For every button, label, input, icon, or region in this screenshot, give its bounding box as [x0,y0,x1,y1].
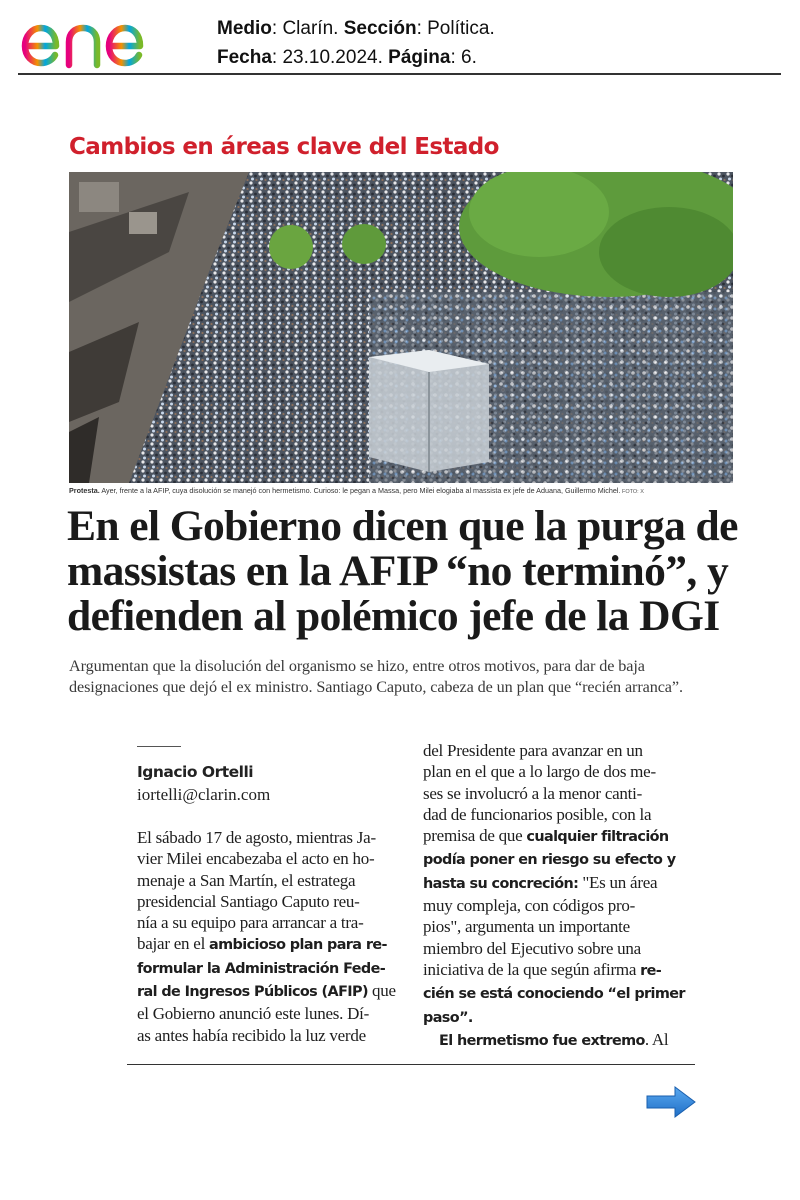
pagina-label: Página [388,47,451,68]
text-line [423,959,703,982]
highlight-text: podía poner en riesgo su efecto y [423,852,676,869]
section-title: Cambios en áreas clave del Estado [69,134,499,160]
text-run: que [367,981,396,1001]
text-line: pios", argumenta un importante [423,917,630,937]
author-name: Ignacio Ortelli [137,763,254,781]
deck-line: designaciones que dejó el ex ministro. Santiago Caputo, cabeza de un plan que “recién arranca”. [69,678,683,696]
highlight-text: paso”. [423,1009,473,1026]
text-line: nía a su equipo para arrancar a tra- [137,913,364,933]
text-run: iniciativa de la que según afirma [423,959,641,979]
protest-photo [69,172,733,483]
text-line: dad de funcionarios posible, con la [423,804,652,824]
text-line [423,825,703,848]
caption-label: Protesta. [69,486,100,495]
article-headline [67,504,747,639]
deck-line: Argumentan que la disolución del organismo se hizo, entre otros motivos, para dar de baja [69,657,645,675]
text-line [137,957,407,980]
highlight-text: cualquier filtración [526,829,669,846]
text-line [423,848,703,871]
text-run: premisa de que [423,826,527,846]
document-meta [217,14,495,72]
arrow-right-icon[interactable] [645,1085,697,1119]
text-line [137,980,407,1003]
highlight-text: El hermetismo fue extremo [439,1032,645,1049]
pagina-value: : 6. [450,47,477,68]
text-line: el Gobierno anunció este lunes. Dí- [137,1004,370,1024]
caption-text: Ayer, frente a la AFIP, cuya disolución se manejó con hermetismo. Curioso: le pegan a Massa, pero Milei elogiaba al massista ex jefe de Aduana, Guillermo Michel. [99,486,621,495]
highlight-text: ral de Ingresos Públicos (AFIP) [137,984,368,1001]
header-divider [18,73,781,75]
text-line: as antes había recibido la luz verde [137,1025,366,1045]
text-line [423,982,703,1005]
highlight-text: ambicioso plan para re- [209,937,387,954]
highlight-text: formular la Administración Fede- [137,960,386,977]
enel-logo [18,4,194,74]
text-line [423,872,703,895]
text-line: presidencial Santiago Caputo reu- [137,891,360,911]
text-run: "Es un área [578,872,658,892]
highlight-text: cién se está conociendo “el primer [423,986,685,1003]
medio-label: Medio [217,18,272,39]
text-line: El sábado 17 de agosto, mientras Ja- [137,828,376,847]
text-line [423,1006,703,1029]
highlight-text: hasta su concreción: [423,875,579,892]
text-line: muy compleja, con códigos pro- [423,896,636,916]
article-column-2 [423,740,703,1052]
text-line: ses se involucró a la menor canti- [423,783,643,803]
text-run: bajar en el [137,934,210,954]
author-email: iortelli@clarin.com [137,785,271,804]
text-run: . Al [644,1029,669,1049]
text-line [423,1029,703,1052]
headline-line: defienden al polémico jefe de la DGI [67,592,720,640]
photo-credit: FOTO: X [620,489,644,495]
seccion-value: : Política. [416,18,495,39]
footer-divider [127,1064,695,1065]
medio-value: : Clarín. [271,18,344,39]
text-line: del Presidente para avanzar en un [423,741,643,760]
headline-line: En el Gobierno dicen que la purga de [67,502,738,550]
text-line: vier Milei encabezaba el acto en ho- [137,849,375,869]
article-deck [69,656,749,698]
seccion-label: Sección [343,18,417,39]
headline-line: massistas en la AFIP “no terminó”, y [67,547,729,595]
text-line [137,933,407,956]
text-line: menaje a San Martín, el estratega [137,870,356,890]
photo-caption [69,486,733,495]
text-line: miembro del Ejecutivo sobre una [423,938,641,958]
highlight-text: re- [640,962,662,979]
fecha-label: Fecha [217,47,272,68]
fecha-value: : 23.10.2024. [271,47,389,68]
article-column-1 [137,827,407,1046]
text-line: plan en el que a lo largo de dos me- [423,762,656,782]
byline-divider [137,746,181,747]
